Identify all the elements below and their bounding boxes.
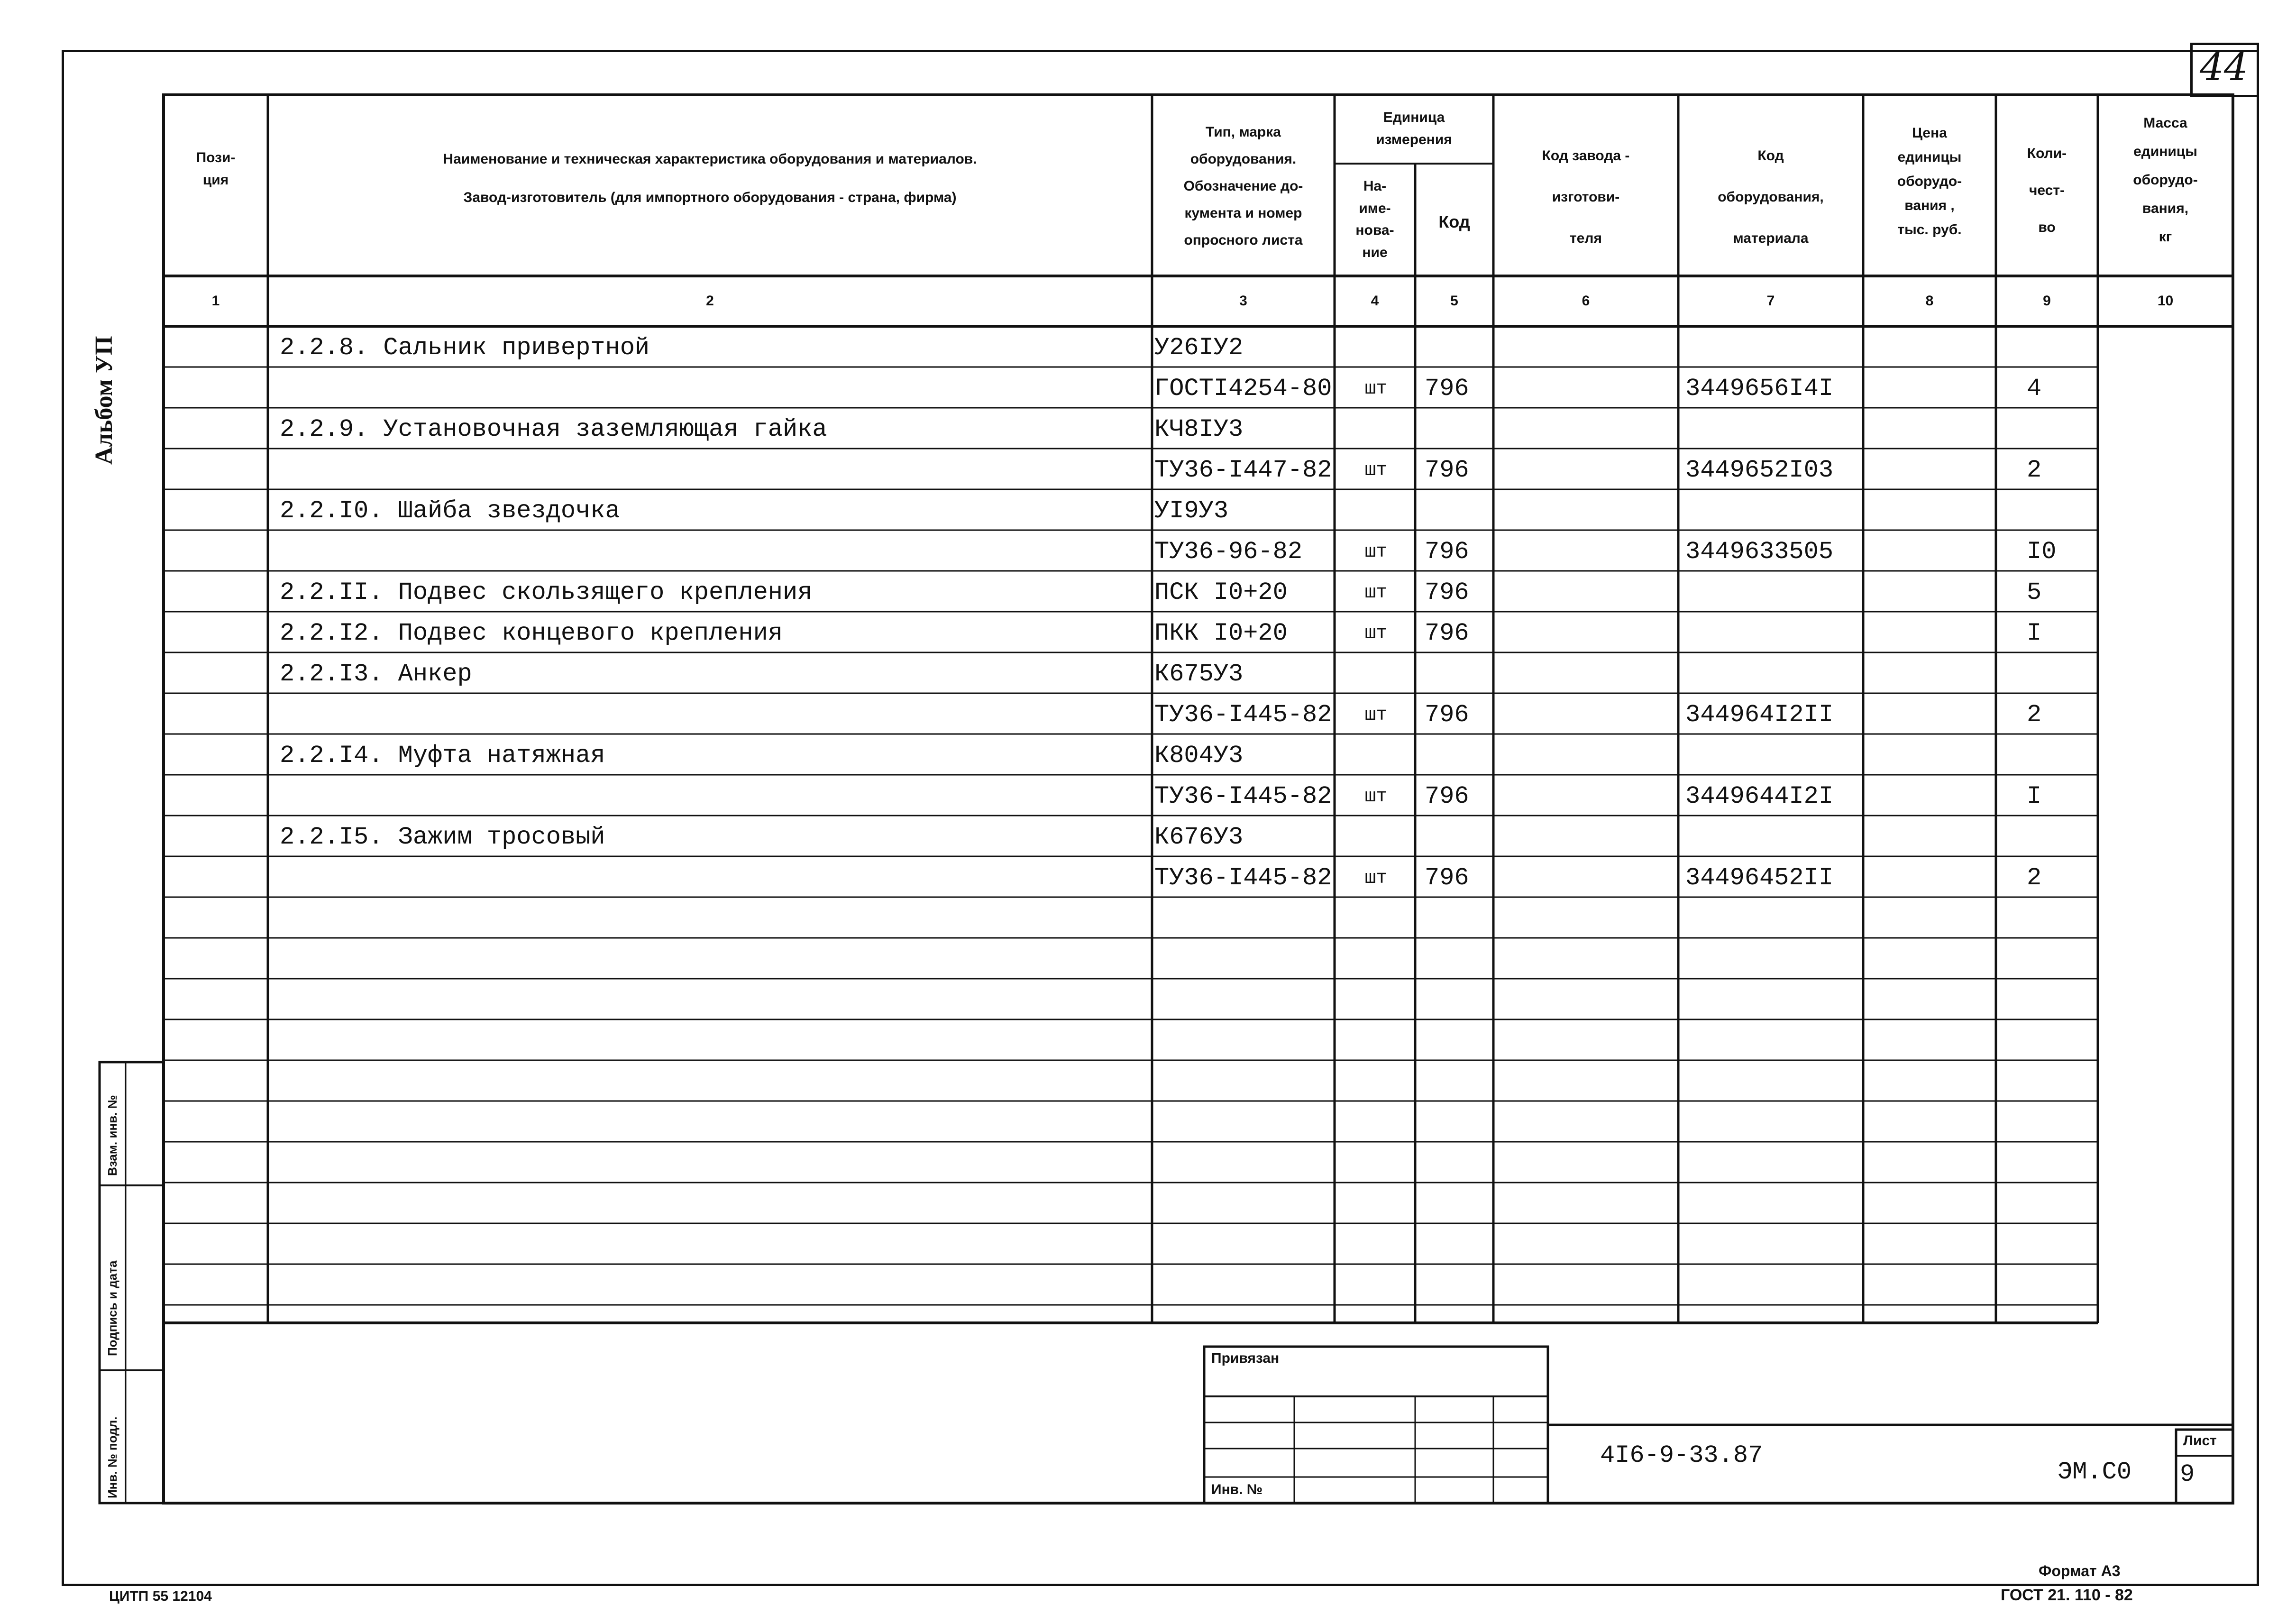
- row-name: 2.2.I5. Зажим тросовый: [280, 823, 605, 851]
- row-type: УI9У3: [1154, 497, 1229, 525]
- stamp-swap-inv: Взам. инв. №: [105, 1095, 119, 1176]
- header-type: Тип, марка оборудования. Обозначение до- кумента и номер опросного листа: [1183, 124, 1303, 248]
- row-unit-code: 796: [1425, 375, 1469, 403]
- footer-format: Формат А3: [2039, 1562, 2121, 1579]
- colnum-1: 1: [211, 293, 220, 309]
- row-type: К804У3: [1154, 742, 1244, 770]
- title-sheet-label: Лист: [2183, 1433, 2217, 1449]
- sheet-number-handwritten: 44: [2200, 45, 2248, 89]
- row-name: 2.2.9. Установочная заземляющая гайка: [280, 415, 827, 443]
- row-name: 2.2.I4. Муфта натяжная: [280, 742, 605, 770]
- row-unit: шт: [1364, 623, 1388, 644]
- header-equipment-code: Код оборудования, материала: [1718, 148, 1824, 246]
- row-equipment-code: 34496452II: [1685, 864, 1834, 892]
- row-quantity: I: [2027, 782, 2042, 810]
- row-unit: шт: [1364, 868, 1388, 889]
- row-type: ТУ36-I445-82: [1154, 864, 1332, 892]
- footer-citp: ЦИТП 55 12104: [109, 1588, 212, 1604]
- row-name: 2.2.I0. Шайба звездочка: [280, 497, 620, 525]
- row-quantity: 5: [2027, 578, 2042, 606]
- row-name: 2.2.I2. Подвес концевого крепления: [280, 619, 783, 647]
- row-unit-code: 796: [1425, 619, 1469, 647]
- stamp-sign-date: Подпись и дата: [105, 1260, 119, 1356]
- row-unit: шт: [1364, 786, 1388, 807]
- colnum-3: 3: [1239, 293, 1247, 309]
- colnum-7: 7: [1766, 293, 1775, 309]
- row-unit-code: 796: [1425, 578, 1469, 606]
- row-quantity: 4: [2027, 375, 2042, 403]
- header-position: Пози- ция: [196, 150, 236, 188]
- header-unit-name: На- име- нова- ние: [1355, 178, 1394, 260]
- row-type: К676У3: [1154, 823, 1244, 851]
- row-equipment-code: 3449656I4I: [1685, 375, 1834, 403]
- row-quantity: 2: [2027, 456, 2042, 484]
- row-equipment-code: 344964I2II: [1685, 701, 1834, 729]
- header-mass: Масса единицы оборудо- вания, кг: [2133, 115, 2198, 245]
- row-type: ПСК I0+20: [1154, 578, 1288, 606]
- header-name: Наименование и техническая характеристика оборудования и материалов. Завод-изготовитель (для импортного оборудования - страна, фирма): [443, 151, 977, 205]
- row-type: ПКК I0+20: [1154, 619, 1288, 647]
- row-type: К675У3: [1154, 660, 1244, 688]
- row-quantity: 2: [2027, 864, 2042, 892]
- row-quantity: I0: [2027, 538, 2057, 566]
- colnum-8: 8: [1925, 293, 1934, 309]
- title-privyazan: Привязан: [1211, 1350, 1280, 1366]
- colnum-10: 10: [2157, 293, 2174, 309]
- row-unit: шт: [1364, 460, 1388, 481]
- row-type: ТУ36-I445-82: [1154, 782, 1332, 810]
- colnum-2: 2: [706, 293, 714, 309]
- row-unit-code: 796: [1425, 538, 1469, 566]
- row-unit-code: 796: [1425, 864, 1469, 892]
- row-unit-code: 796: [1425, 701, 1469, 729]
- row-unit: шт: [1364, 378, 1388, 400]
- row-unit-code: 796: [1425, 782, 1469, 810]
- colnum-6: 6: [1582, 293, 1590, 309]
- colnum-4: 4: [1371, 293, 1379, 309]
- row-type: ГОСТI4254-80: [1154, 375, 1332, 403]
- title-sheet-value: 9: [2180, 1460, 2195, 1488]
- header-plant-code: Код завода - изготови- теля: [1542, 148, 1630, 246]
- row-type: КЧ8IУ3: [1154, 415, 1244, 443]
- title-inv-no: Инв. №: [1211, 1482, 1263, 1497]
- row-name: 2.2.8. Сальник привертной: [280, 334, 650, 362]
- row-type: У26IУ2: [1154, 334, 1244, 362]
- colnum-9: 9: [2043, 293, 2051, 309]
- row-type: ТУ36-I445-82: [1154, 701, 1332, 729]
- colnum-5: 5: [1450, 293, 1458, 309]
- stamp-inv-podl: Инв. № подл.: [105, 1416, 119, 1498]
- row-unit-code: 796: [1425, 456, 1469, 484]
- header-unit-code: Код: [1438, 212, 1470, 231]
- row-quantity: I: [2027, 619, 2042, 647]
- row-equipment-code: 3449633505: [1685, 538, 1834, 566]
- album-label: Альбом УП: [91, 336, 118, 465]
- row-equipment-code: 3449652I03: [1685, 456, 1834, 484]
- title-section: ЭМ.С0: [2058, 1458, 2132, 1486]
- row-unit: шт: [1364, 541, 1388, 563]
- header-unit-price: Цена единицы оборудо- вания , тыс. руб.: [1897, 125, 1962, 238]
- row-equipment-code: 3449644I2I: [1685, 782, 1834, 810]
- row-type: ТУ36-I447-82: [1154, 456, 1332, 484]
- row-name: 2.2.II. Подвес скользящего крепления: [280, 578, 813, 606]
- row-unit: шт: [1364, 705, 1388, 726]
- footer-standard: ГОСТ 21. 110 - 82: [2001, 1586, 2133, 1604]
- row-name: 2.2.I3. Анкер: [280, 660, 472, 688]
- title-doc-code: 4I6-9-33.87: [1600, 1441, 1763, 1469]
- header-unit-group: Единица измерения: [1376, 110, 1452, 147]
- row-type: ТУ36-96-82: [1154, 538, 1303, 566]
- row-quantity: 2: [2027, 701, 2042, 729]
- row-unit: шт: [1364, 582, 1388, 604]
- header-quantity: Коли- чест- во: [2027, 146, 2067, 235]
